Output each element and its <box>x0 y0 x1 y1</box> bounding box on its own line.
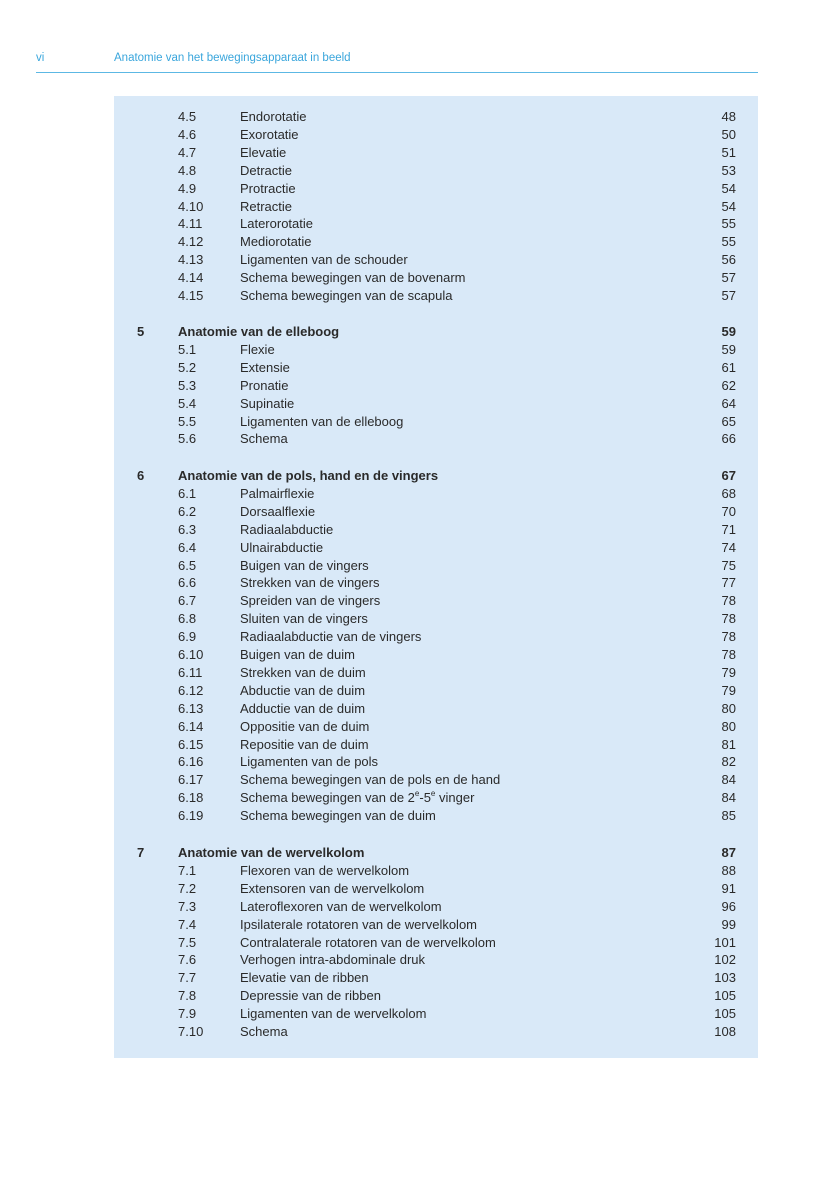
toc-number: 7.2 <box>178 880 197 896</box>
toc-title: Ligamenten van de pols <box>240 754 379 770</box>
toc-number: 7.9 <box>178 1006 197 1022</box>
toc-entry-row <box>114 377 758 395</box>
toc-number: 4.7 <box>178 144 197 160</box>
toc-page-number: 65 <box>721 413 736 429</box>
toc-number: 4.9 <box>178 180 197 196</box>
running-head <box>36 50 758 73</box>
toc-number: 5.5 <box>178 413 197 429</box>
toc-page-number: 79 <box>721 682 736 698</box>
toc-chapter-row <box>114 467 758 485</box>
toc-title: Retractie <box>240 198 293 214</box>
book-title: Anatomie van het bewegingsapparaat in beeld <box>114 52 351 64</box>
toc-page-number: 57 <box>721 270 736 286</box>
toc-entry-row <box>114 898 758 916</box>
toc-title: Strekken van de duim <box>240 664 366 680</box>
toc-entry-row <box>114 789 758 807</box>
toc-page-number: 78 <box>721 647 736 662</box>
toc-page-number: 96 <box>721 898 736 914</box>
toc-title: Ligamenten van de schouder <box>240 252 408 268</box>
toc-page-number: 74 <box>721 539 736 555</box>
toc-page-number: 84 <box>721 772 736 788</box>
toc-page-number: 55 <box>721 234 736 250</box>
toc-title: Flexie <box>240 341 275 357</box>
toc-title-superscript: e <box>414 788 420 798</box>
toc-title <box>240 789 474 807</box>
toc-page-number: 50 <box>721 126 736 142</box>
toc-page-number: 88 <box>721 862 736 878</box>
toc-entry-row <box>114 646 758 664</box>
toc-page-number: 53 <box>721 162 736 178</box>
toc-page-number: 70 <box>721 503 736 519</box>
toc-page-number: 80 <box>721 718 736 734</box>
toc-title: Anatomie van de wervelkolom <box>178 845 365 860</box>
toc-entry-row <box>114 807 758 825</box>
toc-title-superscript: e <box>430 788 436 798</box>
toc-title: Exorotatie <box>240 126 299 142</box>
toc-title: Palmairflexie <box>240 485 315 501</box>
toc-entry-row <box>114 951 758 969</box>
toc-page-number: 55 <box>721 216 736 232</box>
toc-number: 7.5 <box>178 934 197 950</box>
toc-entry-row <box>114 862 758 880</box>
toc-title: Adductie van de duim <box>240 700 366 716</box>
toc-number: 6.1 <box>178 485 197 501</box>
toc-number: 6.4 <box>178 539 197 555</box>
toc-entry-row <box>114 503 758 521</box>
toc-page-number: 91 <box>721 880 736 896</box>
toc-title: Anatomie van de elleboog <box>178 324 340 339</box>
toc-entry-row <box>114 215 758 233</box>
toc-title: Sluiten van de vingers <box>240 611 368 627</box>
toc-number: 7.6 <box>178 952 197 968</box>
toc-entry-row <box>114 682 758 700</box>
toc-number: 4.15 <box>178 288 204 303</box>
toc-entry-row <box>114 1023 758 1041</box>
toc-title: Ipsilaterale rotatoren van de wervelkolom <box>240 916 478 932</box>
toc-number: 6.16 <box>178 754 204 770</box>
toc-page-number: 78 <box>721 611 736 627</box>
toc-page-number: 84 <box>721 790 736 806</box>
toc-title: Detractie <box>240 162 293 178</box>
toc-number: 6.2 <box>178 503 197 519</box>
table-of-contents <box>114 96 758 1058</box>
toc-number: 6.8 <box>178 611 197 627</box>
toc-entry-row <box>114 664 758 682</box>
toc-title: Schema bewegingen van de duim <box>240 808 436 824</box>
toc-page-number: 71 <box>721 521 736 537</box>
toc-page-number: 99 <box>721 916 736 932</box>
toc-title-part: -5 <box>419 790 431 806</box>
toc-page-number: 102 <box>714 952 736 968</box>
toc-entry-row <box>114 736 758 754</box>
toc-entry-row <box>114 718 758 736</box>
toc-page-number: 103 <box>714 970 736 986</box>
toc-title: Schema <box>240 1024 288 1039</box>
toc-number: 7.4 <box>178 916 197 932</box>
toc-number: 7.10 <box>178 1024 204 1039</box>
toc-number: 4.13 <box>178 252 204 268</box>
toc-page-number: 59 <box>721 324 736 339</box>
toc-title: Elevatie van de ribben <box>240 970 369 986</box>
toc-number: 4.8 <box>178 162 197 178</box>
toc-page-number: 59 <box>721 341 736 357</box>
toc-entry-row <box>114 987 758 1005</box>
toc-number: 4.5 <box>178 109 197 124</box>
toc-title: Schema bewegingen van de pols en de hand <box>240 772 501 788</box>
toc-title: Endorotatie <box>240 109 307 124</box>
toc-number: 4.6 <box>178 126 197 142</box>
toc-entry-row <box>114 485 758 503</box>
toc-number: 5 <box>137 324 145 339</box>
toc-entry-row <box>114 180 758 198</box>
toc-title: Oppositie van de duim <box>240 718 370 734</box>
toc-entry-row <box>114 251 758 269</box>
toc-number: 6.18 <box>178 790 204 806</box>
toc-entry-row <box>114 934 758 952</box>
toc-entry-row <box>114 916 758 934</box>
toc-title: Ligamenten van de elleboog <box>240 413 404 429</box>
toc-entry-row <box>114 521 758 539</box>
toc-page-number: 62 <box>721 377 736 393</box>
toc-title: Mediorotatie <box>240 234 312 250</box>
toc-page-number: 85 <box>721 808 736 824</box>
toc-entry-row <box>114 1005 758 1023</box>
toc-number: 5.1 <box>178 341 197 357</box>
toc-entry-row <box>114 108 758 126</box>
toc-chapter-row <box>114 323 758 341</box>
toc-entry-row <box>114 610 758 628</box>
toc-number: 6.15 <box>178 736 204 752</box>
toc-page-number: 78 <box>721 593 736 609</box>
toc-page-number: 67 <box>721 468 736 483</box>
toc-title-part: vinger <box>435 790 475 806</box>
toc-entry-row <box>114 233 758 251</box>
toc-number: 6.7 <box>178 593 197 609</box>
toc-number: 6.11 <box>178 664 203 680</box>
toc-title: Ligamenten van de wervelkolom <box>240 1006 427 1022</box>
toc-number: 4.14 <box>178 270 204 286</box>
toc-page-number: 54 <box>721 180 736 196</box>
toc-entry-row <box>114 341 758 359</box>
toc-entry-row <box>114 287 758 305</box>
toc-title-part: Schema bewegingen van de 2 <box>240 790 415 806</box>
toc-page-number: 80 <box>721 700 736 716</box>
toc-page-number: 101 <box>714 934 736 950</box>
toc-title: Dorsaalflexie <box>240 503 316 519</box>
toc-page-number: 66 <box>721 431 736 447</box>
toc-page-number: 81 <box>721 736 736 752</box>
toc-page-number: 48 <box>721 109 736 124</box>
toc-page-number: 61 <box>721 359 736 375</box>
toc-title: Schema <box>240 431 288 447</box>
toc-number: 6.19 <box>178 808 204 824</box>
toc-page-number: 57 <box>721 288 736 303</box>
toc-title: Verhogen intra-abdominale druk <box>240 952 426 968</box>
toc-number: 4.12 <box>178 234 204 250</box>
toc-number: 7.3 <box>178 898 197 914</box>
toc-title: Contralaterale rotatoren van de wervelkolom <box>240 934 496 950</box>
toc-page-number: 64 <box>721 395 736 411</box>
toc-title: Depressie van de ribben <box>240 988 381 1004</box>
toc-title: Ulnairabductie <box>240 539 324 555</box>
toc-page-number: 79 <box>721 664 736 680</box>
toc-entry-row <box>114 880 758 898</box>
toc-title: Protractie <box>240 180 296 196</box>
toc-entry-row <box>114 198 758 216</box>
toc-entry-row <box>114 700 758 718</box>
toc-number: 5.2 <box>178 359 197 375</box>
toc-page-number: 77 <box>721 575 736 591</box>
page-number: vi <box>36 52 45 64</box>
toc-title: Radiaalabductie <box>240 521 334 537</box>
toc-number: 6.17 <box>178 772 204 788</box>
toc-page-number: 75 <box>721 557 736 573</box>
toc-title: Extensie <box>240 359 290 375</box>
toc-number: 6.5 <box>178 557 197 573</box>
toc-number: 6.12 <box>178 682 204 698</box>
toc-number: 6.14 <box>178 718 204 734</box>
toc-entry-row <box>114 359 758 377</box>
toc-number: 4.11 <box>178 216 203 232</box>
toc-entry-row <box>114 539 758 557</box>
toc-entry-row <box>114 144 758 162</box>
toc-title: Pronatie <box>240 377 289 393</box>
toc-entry-row <box>114 592 758 610</box>
toc-entry-row <box>114 126 758 144</box>
toc-chapter-row <box>114 844 758 862</box>
toc-entry-row <box>114 395 758 413</box>
toc-entry-row <box>114 969 758 987</box>
toc-title: Extensoren van de wervelkolom <box>240 880 425 896</box>
toc-number: 7.1 <box>178 862 197 878</box>
toc-page-number: 56 <box>721 252 736 268</box>
toc-entry-row <box>114 269 758 287</box>
toc-page-number: 87 <box>721 845 736 860</box>
toc-number: 5.4 <box>178 395 197 411</box>
toc-page-number: 78 <box>721 629 736 645</box>
toc-title: Strekken van de vingers <box>240 575 380 591</box>
toc-page-number: 82 <box>721 754 736 770</box>
toc-title: Supinatie <box>240 395 295 411</box>
toc-title: Flexoren van de wervelkolom <box>240 862 410 878</box>
toc-entry-row <box>114 413 758 431</box>
toc-title: Repositie van de duim <box>240 736 369 752</box>
toc-title: Spreiden van de vingers <box>240 593 381 609</box>
toc-entry-row <box>114 574 758 592</box>
toc-title: Lateroflexoren van de wervelkolom <box>240 898 442 914</box>
toc-number: 4.10 <box>178 198 204 214</box>
toc-entry-row <box>114 557 758 575</box>
toc-number: 6.9 <box>178 629 197 645</box>
toc-number: 7 <box>137 845 145 860</box>
toc-page-number: 68 <box>721 485 736 501</box>
toc-title: Buigen van de duim <box>240 647 355 662</box>
toc-number: 6.10 <box>178 647 204 662</box>
toc-page-number: 54 <box>721 198 736 214</box>
toc-number: 5.3 <box>178 377 197 393</box>
toc-entry-row <box>114 753 758 771</box>
toc-page-number: 108 <box>714 1024 736 1039</box>
toc-number: 7.7 <box>178 970 197 986</box>
toc-number: 6.3 <box>178 521 197 537</box>
toc-number: 6.13 <box>178 700 204 716</box>
toc-number: 5.6 <box>178 431 197 447</box>
toc-title: Anatomie van de pols, hand en de vingers <box>178 468 439 483</box>
toc-number: 6 <box>137 468 145 483</box>
toc-entry-row <box>114 628 758 646</box>
toc-page-number: 51 <box>721 144 736 160</box>
toc-number: 6.6 <box>178 575 197 591</box>
toc-title: Laterorotatie <box>240 216 313 232</box>
toc-title: Schema bewegingen van de scapula <box>240 288 453 303</box>
toc-page-number: 105 <box>714 1006 736 1022</box>
toc-title: Radiaalabductie van de vingers <box>240 629 422 645</box>
toc-title: Buigen van de vingers <box>240 557 369 573</box>
toc-number: 7.8 <box>178 988 197 1004</box>
toc-entry-row <box>114 162 758 180</box>
toc-title: Schema bewegingen van de bovenarm <box>240 270 466 286</box>
toc-page-number: 105 <box>714 988 736 1004</box>
toc-entry-row <box>114 771 758 789</box>
toc-title: Abductie van de duim <box>240 682 366 698</box>
toc-entry-row <box>114 430 758 448</box>
toc-title: Elevatie <box>240 144 287 160</box>
